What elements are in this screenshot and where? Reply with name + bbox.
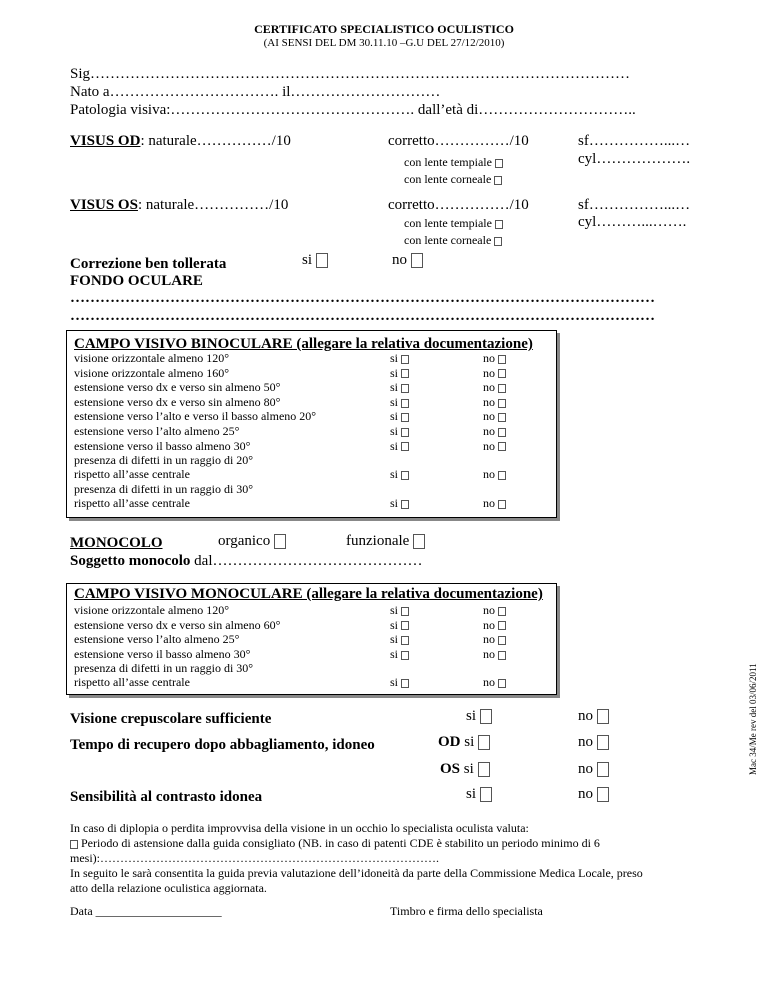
no-checkbox[interactable] <box>498 413 506 422</box>
si-checkbox[interactable] <box>401 399 409 408</box>
criterion-si <box>390 409 409 424</box>
revision-note: Mac 34/Me rev del 03/06/2011 <box>748 663 758 775</box>
no-checkbox[interactable] <box>498 636 506 645</box>
recupero-label: Tempo di recupero dopo abbagliamento, idoneo <box>70 737 375 753</box>
diplopia-line-5: atto della relazione oculistica aggiornata. <box>70 881 267 895</box>
criterion-no <box>483 380 506 395</box>
si-checkbox[interactable] <box>480 787 492 802</box>
criterion-no <box>483 603 506 618</box>
bino-difetti30-line1: presenza di difetti in un raggio di 30° <box>74 482 254 496</box>
criterion-si <box>390 632 409 647</box>
no-label: no <box>483 380 495 395</box>
nato-field[interactable]: Nato a……………………………. il………………………… <box>70 84 441 100</box>
criterion-label: estensione verso dx e verso sin almeno 60° <box>74 617 281 632</box>
no-label: no <box>483 646 495 661</box>
monocolo-organico <box>218 533 286 550</box>
correzione-label: Correzione ben tollerata <box>70 256 227 272</box>
si-label: si <box>390 632 399 647</box>
os-lente-corneale-checkbox[interactable] <box>494 237 502 246</box>
si-label: si <box>390 351 399 365</box>
criterion-no <box>483 647 506 662</box>
si-checkbox[interactable] <box>480 709 492 724</box>
visus-od-sf[interactable]: sf……………...… <box>578 133 691 149</box>
criterion-label: estensione verso l’alto almeno 25° <box>74 632 240 647</box>
no-label: no <box>578 708 593 724</box>
visus-od-cyl[interactable]: cyl………………. <box>578 151 691 167</box>
diplopia-line-3[interactable]: mesi):…………………………………………………………………………. <box>70 851 439 865</box>
si-label: si <box>463 761 474 777</box>
si-label: si <box>390 365 399 380</box>
no-label: no <box>483 467 495 481</box>
si-checkbox[interactable] <box>401 607 409 616</box>
si-label: si <box>466 708 477 724</box>
no-checkbox[interactable] <box>498 621 506 630</box>
no-checkbox[interactable] <box>498 442 506 451</box>
monocolo-organico-label: organico <box>218 533 271 549</box>
criterion-label: visione orizzontale almeno 120° <box>74 351 230 365</box>
no-label: no <box>483 496 495 510</box>
criterion-no <box>483 439 506 454</box>
no-label: no <box>483 675 495 689</box>
no-checkbox[interactable] <box>498 384 506 393</box>
crepuscolare-no <box>578 708 609 725</box>
fondo-label: FONDO OCULARE <box>70 273 203 289</box>
no-checkbox[interactable] <box>498 679 506 688</box>
no-checkbox[interactable] <box>597 709 609 724</box>
bino-difetti30-line2: rispetto all’asse centrale <box>74 496 190 510</box>
correzione-si-label: si <box>302 252 313 268</box>
si-checkbox[interactable] <box>478 762 490 777</box>
od-lente-corneale-label: con lente corneale <box>404 172 492 186</box>
visus-os-label: VISUS OS <box>70 197 138 213</box>
mono-difetti30-no <box>483 675 506 690</box>
od-lente-corneale-checkbox[interactable] <box>494 176 502 185</box>
criterion-si <box>390 618 409 633</box>
crepuscolare-label: Visione crepuscolare sufficiente <box>70 711 272 727</box>
criterion-no <box>483 395 506 410</box>
no-label: no <box>483 603 495 617</box>
bino-difetti20-line2: rispetto all’asse centrale <box>74 467 190 481</box>
si-checkbox[interactable] <box>401 369 409 378</box>
bino-difetti30-no <box>483 496 506 511</box>
si-checkbox[interactable] <box>401 355 409 364</box>
contrasto-si <box>466 786 492 803</box>
si-checkbox[interactable] <box>401 679 409 688</box>
soggetto-monocolo-row <box>70 553 422 570</box>
no-checkbox[interactable] <box>498 428 506 437</box>
od-lente-tempiale <box>404 155 503 170</box>
correzione-no <box>392 252 423 269</box>
si-label: si <box>390 409 399 424</box>
criterion-label: estensione verso il basso almeno 30° <box>74 438 251 453</box>
diplopia-line-1: In caso di diplopia o perdita improvvisa della visione in un occhio lo specialista oculista valuta: <box>70 821 529 835</box>
criterion-no <box>483 409 506 424</box>
criterion-si <box>390 439 409 454</box>
si-label: si <box>466 786 477 802</box>
correzione-no-checkbox[interactable] <box>411 253 423 268</box>
mono-difetti30-line2: rispetto all’asse centrale <box>74 675 190 689</box>
document-title: CERTIFICATO SPECIALISTICO OCULISTICO <box>254 22 514 36</box>
monocolo-organico-checkbox[interactable] <box>274 534 286 549</box>
si-checkbox[interactable] <box>401 621 409 630</box>
patologia-field[interactable]: Patologia visiva:…………………………………………. dall’età di………………………….. <box>70 102 636 118</box>
bino-difetti30-si <box>390 496 409 511</box>
no-checkbox[interactable] <box>597 787 609 802</box>
os-lente-tempiale <box>404 216 503 231</box>
mono-difetti30-si <box>390 675 409 690</box>
bino-difetti20-line1: presenza di difetti in un raggio di 20° <box>74 453 254 467</box>
no-label: no <box>483 424 495 438</box>
no-label: no <box>483 438 495 453</box>
visus-os-naturale[interactable]: : naturale……………/10 <box>137 197 289 213</box>
crepuscolare-si <box>466 708 492 725</box>
si-label: si <box>390 380 399 395</box>
mono-difetti30-line1: presenza di difetti in un raggio di 30° <box>74 661 254 675</box>
no-checkbox[interactable] <box>597 762 609 777</box>
si-checkbox[interactable] <box>401 636 409 645</box>
si-checkbox[interactable] <box>401 413 409 422</box>
binoculare-title: CAMPO VISIVO BINOCULARE (allegare la relativa documentazione) <box>74 336 533 352</box>
no-label: no <box>578 734 593 750</box>
criterion-label: estensione verso l’alto e verso il basso almeno 20° <box>74 409 317 424</box>
soggetto-monocolo-label: Soggetto monocolo <box>70 553 191 569</box>
criterion-si <box>390 380 409 395</box>
od-lente-corneale <box>404 172 502 187</box>
criterion-no <box>483 632 506 647</box>
astensione-checkbox[interactable] <box>70 840 78 849</box>
monocolo-funzionale <box>346 533 425 550</box>
criterion-no <box>483 351 506 366</box>
no-checkbox[interactable] <box>498 651 506 660</box>
si-label: si <box>390 496 399 510</box>
si-label: si <box>390 646 399 661</box>
no-checkbox[interactable] <box>498 471 506 480</box>
criterion-si <box>390 366 409 381</box>
criterion-si <box>390 647 409 662</box>
criterion-label: visione orizzontale almeno 160° <box>74 365 230 380</box>
no-label: no <box>483 351 495 365</box>
os-lente-corneale <box>404 233 502 248</box>
si-label: si <box>390 424 399 438</box>
fondo-line-2[interactable]: ……………………………………………………………………………………………………… <box>70 308 655 324</box>
criterion-label: estensione verso dx e verso sin almeno 50° <box>74 380 281 395</box>
si-checkbox[interactable] <box>478 735 490 750</box>
monocolo-label: MONOCOLO <box>70 535 163 551</box>
correzione-si-checkbox[interactable] <box>316 253 328 268</box>
si-label: si <box>390 617 399 632</box>
visus-os-corretto[interactable]: corretto……………/10 <box>388 197 529 213</box>
visus-od-naturale[interactable]: : naturale……………/10 <box>140 133 291 149</box>
si-checkbox[interactable] <box>401 471 409 480</box>
si-checkbox[interactable] <box>401 500 409 509</box>
no-label: no <box>483 365 495 380</box>
no-label: no <box>483 409 495 424</box>
si-checkbox[interactable] <box>401 384 409 393</box>
si-label: si <box>390 438 399 453</box>
visus-os-cyl[interactable]: cyl………...……. <box>578 214 687 230</box>
fondo-line-1[interactable]: ……………………………………………………………………………………………………… <box>70 290 655 306</box>
si-label: si <box>464 734 475 750</box>
firma-label: Timbro e firma dello specialista <box>390 904 543 918</box>
si-label: si <box>390 467 399 481</box>
no-checkbox[interactable] <box>498 500 506 509</box>
no-checkbox[interactable] <box>597 735 609 750</box>
criterion-si <box>390 395 409 410</box>
no-checkbox[interactable] <box>498 399 506 408</box>
criterion-si <box>390 424 409 439</box>
recupero-os-si <box>440 761 490 778</box>
monocolo-funzionale-checkbox[interactable] <box>413 534 425 549</box>
os-label: OS <box>440 761 461 777</box>
no-checkbox[interactable] <box>498 607 506 616</box>
recupero-os-no <box>578 761 609 778</box>
no-checkbox[interactable] <box>498 355 506 364</box>
diplopia-line-4: In seguito le sarà consentita la guida previa valutazione dell’idoneità da parte della Commissione Medica Locale, preso <box>70 866 643 880</box>
visus-os-sf[interactable]: sf……………...… <box>578 197 691 213</box>
si-checkbox[interactable] <box>401 442 409 451</box>
correzione-no-label: no <box>392 252 407 268</box>
recupero-od-no <box>578 734 609 751</box>
criterion-no <box>483 424 506 439</box>
visus-od-row <box>70 133 291 150</box>
criterion-no <box>483 366 506 381</box>
no-label: no <box>578 761 593 777</box>
criterion-no <box>483 618 506 633</box>
monocolo-funzionale-label: funzionale <box>346 533 410 549</box>
bino-difetti20-no <box>483 467 506 482</box>
si-label: si <box>390 394 399 409</box>
no-label: no <box>483 617 495 632</box>
si-label: si <box>390 603 399 617</box>
contrasto-label: Sensibilità al contrasto idonea <box>70 789 263 805</box>
os-lente-tempiale-label: con lente tempiale <box>404 216 492 230</box>
soggetto-monocolo-dal[interactable]: dal…………………………………… <box>190 553 423 569</box>
diplopia-line-2-text: Periodo di astensione dalla guida consigliato (NB. in caso di patenti CDE è stabilito un periodo minimo di 6 <box>78 836 600 850</box>
contrasto-no <box>578 786 609 803</box>
si-checkbox[interactable] <box>401 428 409 437</box>
od-lente-tempiale-label: con lente tempiale <box>404 155 492 169</box>
criterion-label: estensione verso l’alto almeno 25° <box>74 424 240 438</box>
od-lente-tempiale-checkbox[interactable] <box>495 159 503 168</box>
correzione-si <box>302 252 328 269</box>
si-label: si <box>390 675 399 689</box>
no-label: no <box>578 786 593 802</box>
recupero-od-si <box>438 734 490 751</box>
data-field[interactable]: Data _____________________ <box>70 904 222 918</box>
os-lente-corneale-label: con lente corneale <box>404 233 492 247</box>
visus-os-row <box>70 197 288 214</box>
si-checkbox[interactable] <box>401 651 409 660</box>
criterion-label: estensione verso dx e verso sin almeno 80° <box>74 394 281 409</box>
sig-field[interactable]: Sig……………………………………………………………………………………………… <box>70 66 631 82</box>
os-lente-tempiale-checkbox[interactable] <box>495 220 503 229</box>
bino-difetti20-si <box>390 467 409 482</box>
diplopia-line-2 <box>70 836 600 851</box>
visus-od-label: VISUS OD <box>70 133 141 149</box>
no-label: no <box>483 394 495 409</box>
visus-od-corretto[interactable]: corretto……………/10 <box>388 133 529 149</box>
od-label: OD <box>438 734 461 750</box>
criterion-label: estensione verso il basso almeno 30° <box>74 646 251 661</box>
criterion-label: visione orizzontale almeno 120° <box>74 603 230 617</box>
document-subtitle: (AI SENSI DEL DM 30.11.10 –G.U DEL 27/12/2010) <box>263 37 505 49</box>
criterion-si <box>390 351 409 366</box>
monocolo-row <box>70 535 163 552</box>
no-checkbox[interactable] <box>498 369 506 378</box>
criterion-si <box>390 603 409 618</box>
monoculare-title: CAMPO VISIVO MONOCULARE (allegare la relativa documentazione) <box>74 586 543 602</box>
no-label: no <box>483 632 495 647</box>
